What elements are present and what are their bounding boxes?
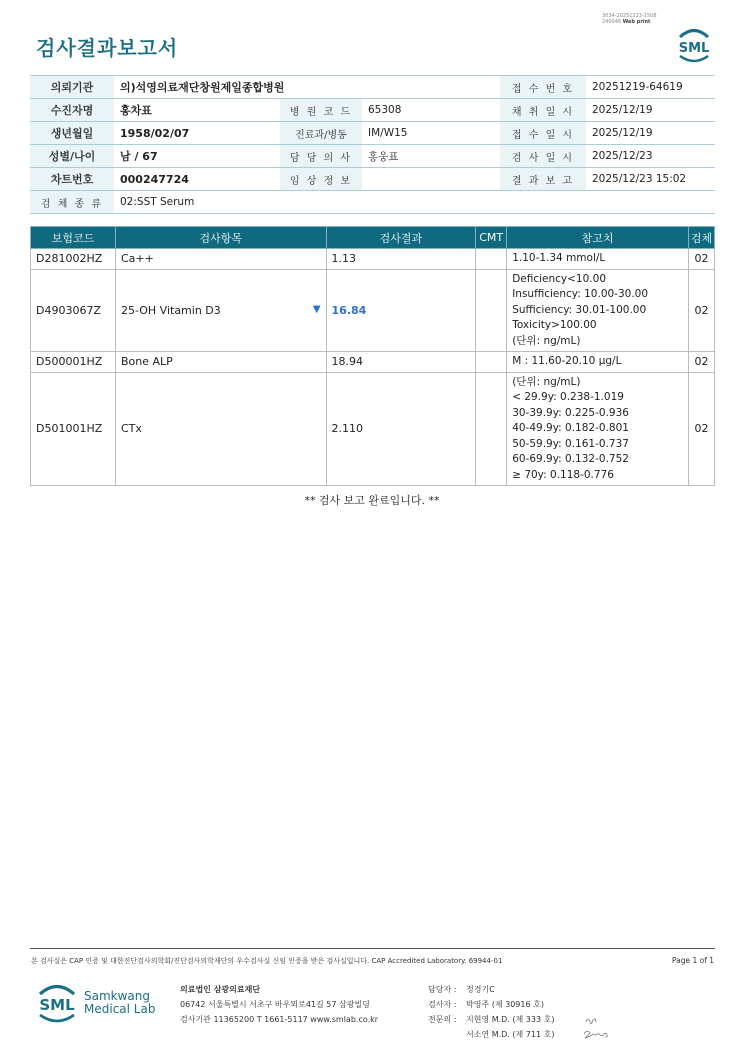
info-label: 검 사 일 시 bbox=[500, 145, 586, 168]
info-value: 2025/12/23 bbox=[586, 145, 715, 168]
info-label: 접 수 번 호 bbox=[500, 76, 586, 99]
test-result: 1.13 bbox=[326, 249, 476, 270]
col-spec-header: 검체 bbox=[688, 227, 714, 249]
insurance-code: D4903067Z bbox=[31, 269, 116, 352]
info-label: 성별/나이 bbox=[30, 145, 114, 168]
insurance-code: D500001HZ bbox=[31, 352, 116, 373]
test-item-cell bbox=[115, 269, 326, 352]
info-row bbox=[30, 145, 715, 168]
corporation-info bbox=[180, 982, 378, 1027]
logo-text: SML bbox=[678, 41, 710, 56]
staff-role: 검사자 : bbox=[428, 1000, 457, 1009]
sml-logo-icon bbox=[676, 26, 712, 64]
table-row bbox=[31, 249, 715, 270]
cmt-cell bbox=[476, 269, 507, 352]
web-print-label: Web print bbox=[622, 19, 651, 25]
corporation-contact: 검사기관 11365200 T 1661-5117 www.smlab.co.kr bbox=[180, 1015, 379, 1024]
info-row bbox=[30, 191, 715, 214]
accreditation-text: 본 검사실은 CAP 인증 및 대한진단검사의학회/진단검사의학재단의 우수검사실 신임 인증을 받은 검사실입니다. CAP Accredited Laboratory. 69944-01 bbox=[31, 957, 503, 965]
report-code-number: 240046 bbox=[602, 19, 622, 25]
col-code-header: 보험코드 bbox=[31, 227, 116, 249]
staff-line bbox=[428, 1027, 554, 1042]
info-value: 홍웅표 bbox=[362, 145, 500, 168]
reference-line: 30-39.9y: 0.225-0.936 bbox=[512, 406, 629, 419]
specimen-code: 02 bbox=[688, 372, 714, 486]
test-item: CTx bbox=[115, 372, 326, 486]
staff-name: 지현영 M.D. (제 333 호) bbox=[466, 1015, 555, 1024]
reference-range bbox=[507, 269, 689, 352]
info-row bbox=[30, 168, 715, 191]
info-value: 2025/12/19 bbox=[586, 99, 715, 122]
info-value: 20251219-64619 bbox=[586, 76, 715, 99]
test-item: 25-OH Vitamin D3 bbox=[120, 303, 221, 317]
lab-name bbox=[84, 990, 155, 1016]
patient-name: 홍차표 bbox=[114, 99, 280, 122]
signature-icon bbox=[578, 1012, 618, 1042]
lab-name-line2: Medical Lab bbox=[84, 1002, 156, 1016]
staff-role: 담당자 : bbox=[428, 985, 457, 994]
specimen-code: 02 bbox=[688, 352, 714, 373]
col-cmt-header: CMT bbox=[476, 227, 507, 249]
col-item-header: 검사항목 bbox=[115, 227, 326, 249]
staff-line bbox=[428, 1012, 554, 1027]
specimen-type: 02:SST Serum bbox=[114, 191, 715, 214]
reference-line: < 29.9y: 0.238-1.019 bbox=[512, 391, 624, 403]
test-result: 2.110 bbox=[326, 372, 476, 486]
page-title: 검사결과보고서 bbox=[36, 36, 179, 60]
info-value: 2025/12/19 bbox=[586, 122, 715, 145]
report-code bbox=[602, 13, 668, 25]
info-row bbox=[30, 122, 715, 145]
footer-logo-text: SML bbox=[39, 996, 75, 1014]
insurance-code: D501001HZ bbox=[31, 372, 116, 486]
reference-line: (단위: ng/mL) bbox=[512, 375, 581, 388]
report-code-line1: 3034-20251223-1508 bbox=[602, 13, 657, 19]
test-item: Ca++ bbox=[115, 249, 326, 270]
staff-role: 전문의 : bbox=[428, 1015, 457, 1024]
specimen-code: 02 bbox=[688, 269, 714, 352]
staff-name: 서소연 M.D. (제 711 호) bbox=[466, 1030, 555, 1039]
info-label: 검 체 종 류 bbox=[30, 191, 114, 214]
patient-info-table bbox=[30, 75, 715, 214]
info-label: 수진자명 bbox=[30, 99, 114, 122]
lab-name-line1: Samkwang bbox=[84, 989, 150, 1003]
reference-line: M : 11.60-20.10 μg/L bbox=[512, 355, 622, 367]
corporation-name: 의료법인 삼광의료재단 bbox=[180, 985, 261, 994]
info-value: 의)석영의료재단창원제일종합병원 bbox=[114, 76, 500, 99]
reference-range bbox=[507, 249, 689, 270]
info-label: 결 과 보 고 bbox=[500, 168, 586, 191]
test-item: Bone ALP bbox=[115, 352, 326, 373]
staff-info bbox=[428, 982, 554, 1042]
page-number: Page 1 of 1 bbox=[671, 956, 714, 965]
results-table bbox=[30, 226, 715, 486]
info-label: 차트번호 bbox=[30, 168, 114, 191]
test-result: 18.94 bbox=[326, 352, 476, 373]
report-complete-text: ** 검사 보고 완료입니다. ** bbox=[304, 494, 440, 507]
info-label: 병 원 코 드 bbox=[280, 99, 362, 122]
info-label: 접 수 일 시 bbox=[500, 122, 586, 145]
info-row bbox=[30, 76, 715, 99]
cmt-cell bbox=[476, 352, 507, 373]
staff-line bbox=[428, 997, 554, 1012]
reference-line: 60-69.9y: 0.132-0.752 bbox=[512, 453, 629, 465]
reference-line: Deficiency<10.00 bbox=[512, 272, 606, 285]
test-result: 16.84 bbox=[326, 269, 476, 352]
corporation-address: 06742 서울특별시 서초구 바우뫼로41길 57 삼광빌딩 bbox=[180, 1000, 370, 1009]
reference-range bbox=[507, 372, 689, 486]
info-value: 2025/12/23 15:02 bbox=[586, 168, 715, 191]
info-label: 채 취 일 시 bbox=[500, 99, 586, 122]
col-ref-header: 참고치 bbox=[507, 227, 689, 249]
staff-name: 정경기C bbox=[466, 985, 495, 994]
info-row bbox=[30, 99, 715, 122]
info-label: 담 당 의 사 bbox=[280, 145, 362, 168]
info-value: IM/W15 bbox=[362, 122, 500, 145]
col-result-header: 검사결과 bbox=[326, 227, 476, 249]
chart-number: 000247724 bbox=[114, 168, 280, 191]
reference-line: 40-49.9y: 0.182-0.801 bbox=[512, 422, 629, 434]
reference-range bbox=[507, 352, 689, 373]
sex-age: 남 / 67 bbox=[114, 145, 280, 168]
info-label: 진료과/병동 bbox=[280, 122, 362, 145]
staff-line bbox=[428, 982, 554, 997]
reference-line: Toxicity>100.00 bbox=[512, 319, 597, 331]
low-flag-icon: ▼ bbox=[312, 303, 321, 315]
reference-line: 50-59.9y: 0.161-0.737 bbox=[512, 437, 629, 450]
info-value bbox=[362, 168, 500, 191]
footer-divider bbox=[30, 948, 715, 949]
cmt-cell bbox=[476, 249, 507, 270]
results-header-row bbox=[31, 227, 715, 249]
insurance-code: D281002HZ bbox=[31, 249, 116, 270]
info-value: 65308 bbox=[362, 99, 500, 122]
table-row bbox=[31, 352, 715, 373]
table-row bbox=[31, 372, 715, 486]
birth-date: 1958/02/07 bbox=[114, 122, 280, 145]
reference-line: ≥ 70y: 0.118-0.776 bbox=[512, 468, 614, 481]
reference-line: Sufficiency: 30.01-100.00 bbox=[512, 303, 647, 316]
staff-name: 박영주 (제 30916 호) bbox=[466, 1000, 544, 1009]
footer-sml-logo-icon bbox=[36, 980, 78, 1026]
cmt-cell bbox=[476, 372, 507, 486]
reference-line: 1.10-1.34 mmol/L bbox=[512, 252, 606, 264]
specimen-code: 02 bbox=[688, 249, 714, 270]
info-label: 임 상 정 보 bbox=[280, 168, 362, 191]
info-label: 생년월일 bbox=[30, 122, 114, 145]
table-row bbox=[31, 269, 715, 352]
info-label: 의뢰기관 bbox=[30, 76, 114, 99]
reference-line: Insufficiency: 10.00-30.00 bbox=[512, 288, 649, 300]
reference-line: (단위: ng/mL) bbox=[512, 334, 581, 347]
